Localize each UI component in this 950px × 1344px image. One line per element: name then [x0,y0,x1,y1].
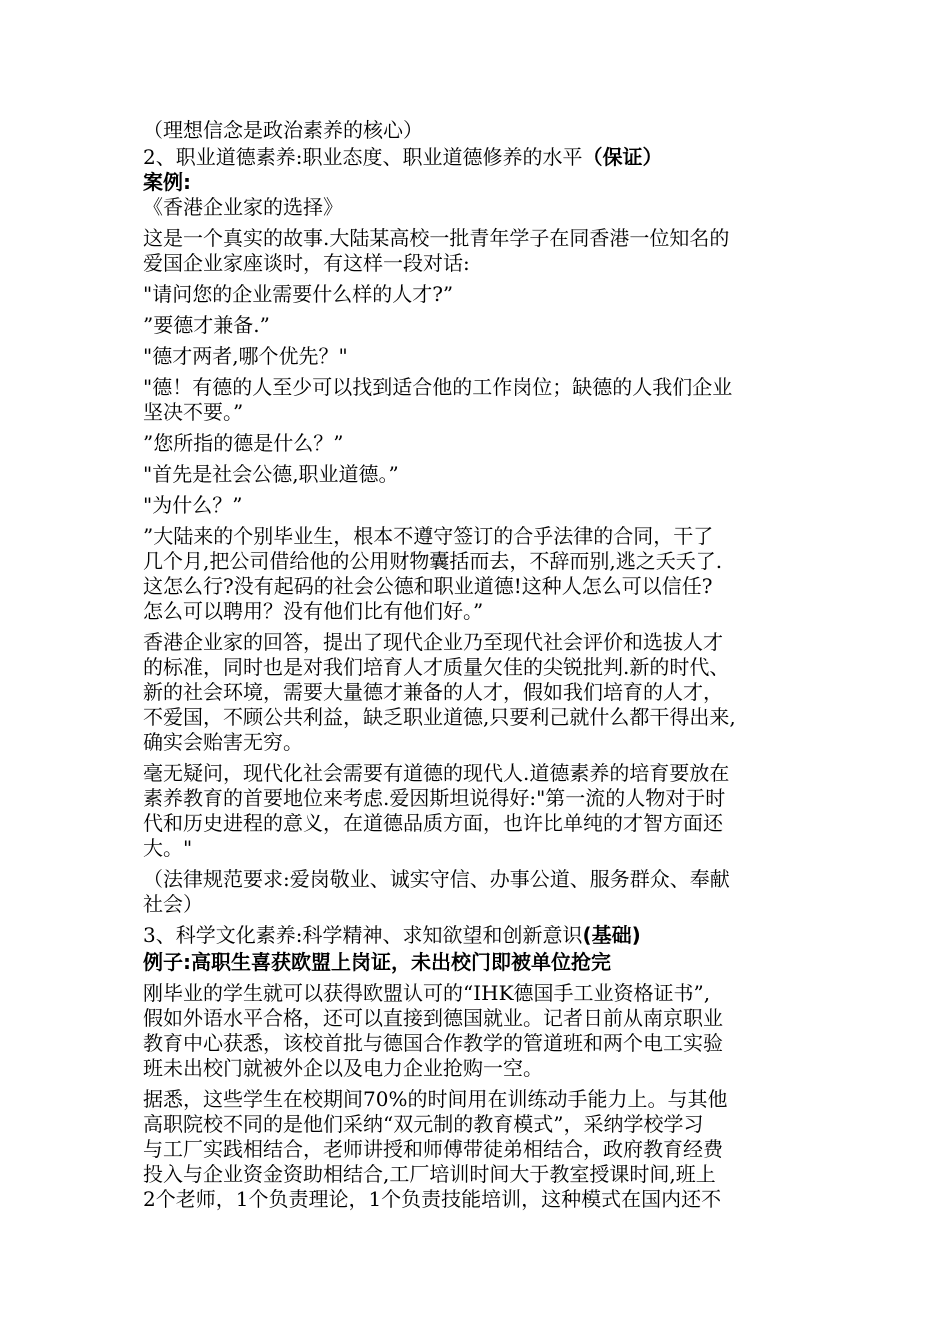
text-line: 与工厂实践相结合，老师讲授和师傅带徒弟相结合，政府教育经费 [143,1137,723,1161]
dialogue-line: ”要德才兼备.” [143,313,270,337]
heading-emphasis: (基础) [582,923,641,947]
text-line: 素养教育的首要地位来考虑.爱因斯坦说得好:"第一流的人物对于时 [143,786,726,810]
section-heading-2 [143,145,818,170]
dialogue-line: "请问您的企业需要什么样的人才?” [143,282,454,306]
heading-text: 2、职业道德素养:职业态度、职业道德修养的水平 [143,145,583,169]
text-line: 投入与企业资金资助相结合,工厂培训时间大于教室授课时间,班上 [143,1162,716,1186]
dialogue-line: "德！有德的人至少可以找到适合他的工作岗位；缺德的人我们企业 [143,375,733,399]
text-line: 2个老师，1个负责理论，1个负责技能培训，这种模式在国内还不 [143,1187,722,1211]
text-line: 毫无疑问，现代化社会需要有道德的现代人.道德素养的培育要放在 [143,761,730,785]
text-line: 新的社会环境，需要大量德才兼备的人才，假如我们培育的人才， [143,680,723,704]
section-heading-3 [143,923,818,948]
text-line: 代和历史进程的意义，在道德品质方面，也许比单纯的才智方面还 [143,811,723,835]
dialogue-line: 坚决不要。” [143,400,244,424]
text-line: 这是一个真实的故事.大陆某高校一批青年学子在同香港一位知名的 [143,226,730,250]
text-line: 社会） [143,892,203,916]
dialogue-line: "首先是社会公德,职业道德。” [143,462,399,486]
example-title: 例子:高职生喜获欧盟上岗证，未出校门即被单位抢完 [143,950,611,974]
text-line: 教育中心获悉，该校首批与德国合作教学的管道班和两个电工实验 [143,1031,723,1055]
dialogue-line: "为什么？” [143,493,243,517]
text-line: 高职院校不同的是他们采纳“双元制的教育模式”，采纳学校学习 [143,1112,704,1136]
document-body [143,118,818,1212]
text-line: （法律规范要求:爱岗敬业、诚实守信、办事公道、服务群众、奉献 [143,867,730,891]
text-line: 大。" [143,836,193,860]
dialogue-line: ”您所指的德是什么？” [143,431,344,455]
text-line: （理想信念是政治素养的核心） [143,118,423,142]
text-line: 班未出校门就被外企以及电力企业抢购一空。 [143,1056,543,1080]
dialogue-line: "德才两者,哪个优先？" [143,344,348,368]
text-line: 爱国企业家座谈时，有这样一段对话: [143,251,470,275]
text-line: 假如外语水平合格，还可以直接到德国就业。记者日前从南京职业 [143,1006,723,1030]
text-line: 确实会贻害无穷。 [143,730,303,754]
heading-emphasis: （保证） [582,145,663,169]
text-line: 据悉，这些学生在校期间70%的时间用在训练动手能力上。与其他 [143,1087,728,1111]
dialogue-line: ”大陆来的个别毕业生，根本不遵守签订的合乎法律的合同，干了 [143,524,714,548]
text-line: 的标准，同时也是对我们培育人才质量欠佳的尖锐批判.新的时代、 [143,655,730,679]
text-line: 香港企业家的回答，提出了现代企业乃至现代社会评价和选拔人才 [143,630,723,654]
text-line: 刚毕业的学生就可以获得欧盟认可的“IHK德国手工业资格证书”, [143,981,711,1005]
dialogue-line: 这怎么行?没有起码的社会公德和职业道德!这种人怎么可以信任? [143,574,713,598]
text-line: 不爱国，不顾公共利益，缺乏职业道德,只要利己就什么都干得出来, [143,705,736,729]
dialogue-line: 几个月,把公司借给他的公用财物囊括而去，不辞而别,逃之夭夭了. [143,549,723,573]
dialogue-line: 怎么可以聘用？没有他们比有他们好。” [143,599,484,623]
heading-text: 3、科学文化素养:科学精神、求知欲望和创新意识 [143,923,583,947]
case-label: 案例: [143,170,191,194]
case-title: 《香港企业家的选择》 [143,195,343,219]
